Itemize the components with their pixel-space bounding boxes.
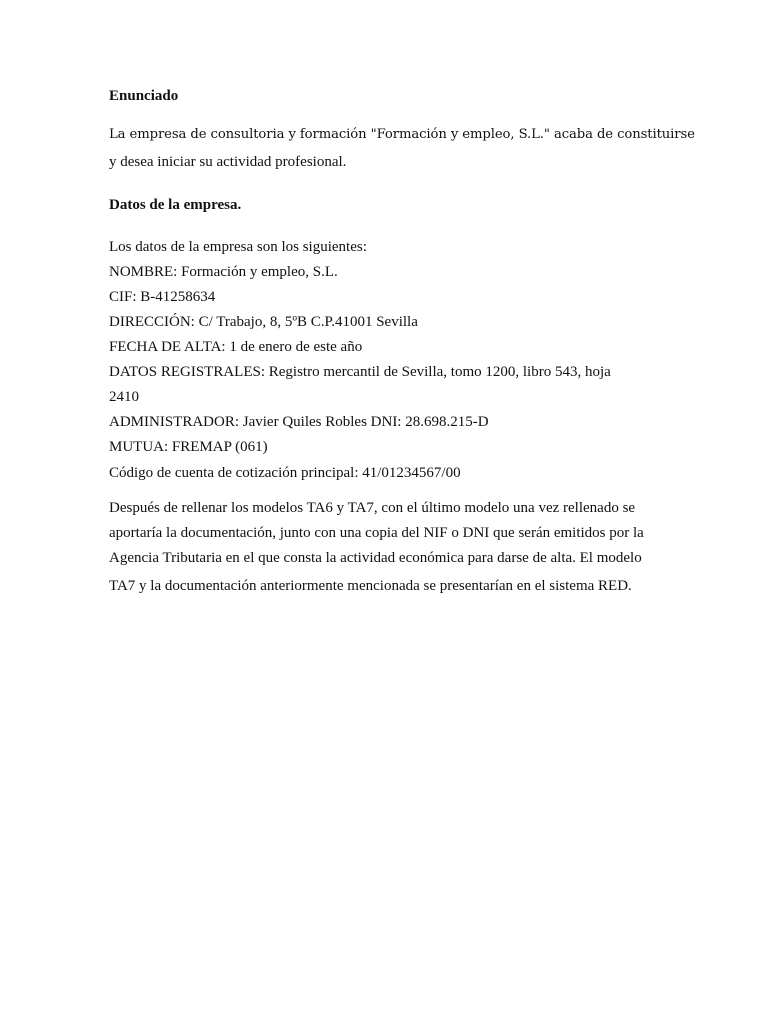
datos-fecha-alta: FECHA DE ALTA: 1 de enero de este año xyxy=(109,339,363,355)
final-paragraph-line-3: Agencia Tributaria en el que consta la actividad económica para darse de alta. El modelo xyxy=(109,550,642,566)
final-paragraph-line-2: aportaría la documentación, junto con una copia del NIF o DNI que serán emitidos por la xyxy=(109,525,644,541)
heading-enunciado: Enunciado xyxy=(109,88,179,104)
intro-line-1: La empresa de consultoria y formación "Formación y empleo, S.L." acaba de constituirse xyxy=(109,127,695,142)
final-paragraph-line-4: TA7 y la documentación anteriormente mencionada se presentarían en el sistema RED. xyxy=(109,578,632,594)
datos-mutua: MUTUA: FREMAP (061) xyxy=(109,439,268,455)
datos-codigo-cuenta: Código de cuenta de cotización principal: 41/01234567/00 xyxy=(109,465,461,481)
heading-datos-empresa: Datos de la empresa. xyxy=(109,197,242,213)
datos-nombre: NOMBRE: Formación y empleo, S.L. xyxy=(109,264,338,280)
final-paragraph-line-1: Después de rellenar los modelos TA6 y TA7, con el último modelo una vez rellenado se xyxy=(109,500,636,516)
datos-registrales-line-2: 2410 xyxy=(109,389,139,405)
intro-line-2: y desea iniciar su actividad profesional. xyxy=(109,154,347,170)
datos-direccion: DIRECCIÓN: C/ Trabajo, 8, 5ºB C.P.41001 Sevilla xyxy=(109,314,418,330)
datos-intro-line: Los datos de la empresa son los siguientes: xyxy=(109,239,367,255)
datos-administrador: ADMINISTRADOR: Javier Quiles Robles DNI: 28.698.215-D xyxy=(109,414,489,430)
datos-registrales-line-1: DATOS REGISTRALES: Registro mercantil de Sevilla, tomo 1200, libro 543, hoja xyxy=(109,364,611,380)
datos-cif: CIF: B-41258634 xyxy=(109,289,216,305)
